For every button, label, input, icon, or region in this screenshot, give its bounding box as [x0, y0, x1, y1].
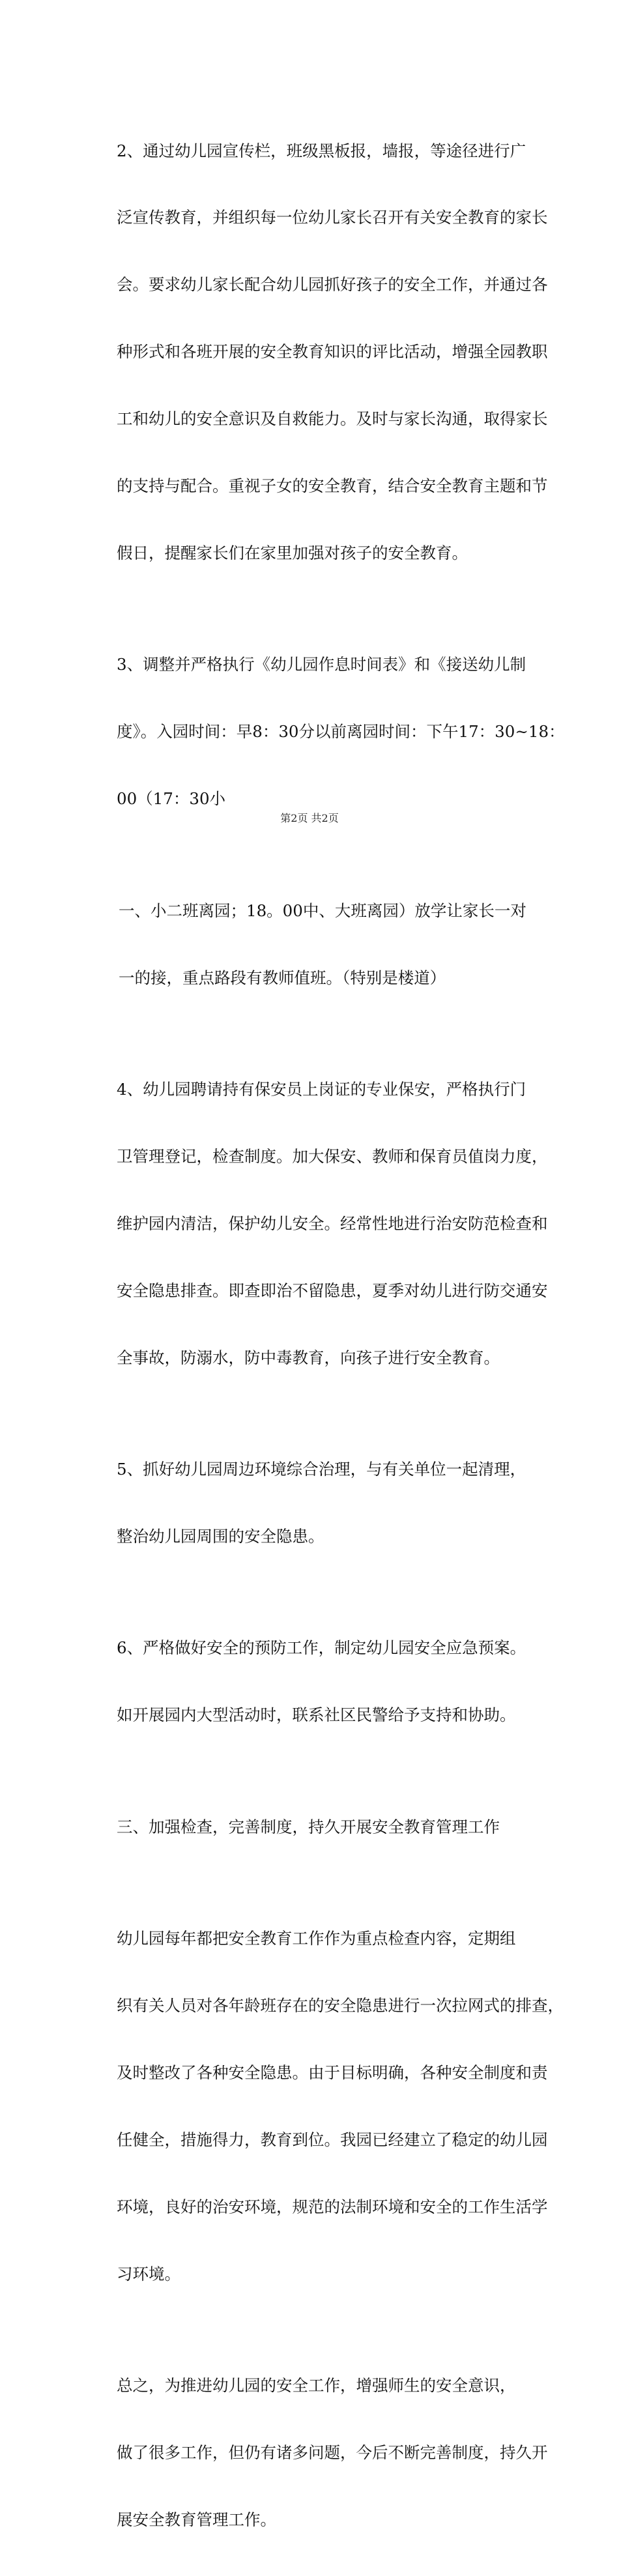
- text-line: 会。要求幼儿家长配合幼儿园抓好孩子的安全工作，并通过各: [117, 275, 548, 295]
- text-line: 安全隐患排查。即查即治不留隐患，夏季对幼儿进行防交通安: [117, 1281, 548, 1300]
- text-line: 假日，提醒家长们在家里加强对孩子的安全教育。: [117, 543, 468, 562]
- text-line: 做了很多工作，但仍有诸多问题，今后不断完善制度，持久开: [117, 2443, 548, 2463]
- text-line: 三、加强检查，完善制度，持久开展安全教育管理工作: [117, 1817, 500, 1836]
- paragraph-prevention: [86, 1593, 542, 1771]
- page-number-footer: 第2页 共2页: [280, 812, 339, 824]
- text-line: 如开展园内大型活动时，联系社区民警给予支持和协助。: [117, 1705, 516, 1725]
- paragraph-summary: [86, 2330, 548, 2576]
- text-line: 幼儿园每年都把安全教育工作作为重点检查内容，定期组: [117, 1929, 516, 1948]
- text-line: 全事故，防溺水，防中毒教育，向孩子进行安全教育。: [117, 1348, 500, 1367]
- text-line: 度》。入园时间：早8：30分以前离园时间：下午17：30~18：: [117, 722, 565, 742]
- document-body: [86, 95, 565, 2576]
- text-line: 整治幼儿园周围的安全隐患。: [117, 1527, 324, 1546]
- text-line: 泛宣传教育，并组织每一位幼儿家长召开有关安全教育的家长: [117, 208, 548, 227]
- text-line: 织有关人员对各年龄班存在的安全隐患进行一次拉网式的排查，: [117, 1996, 564, 2016]
- section-heading: [86, 1771, 542, 1883]
- text-line: 总之，为推进幼儿园的安全工作，增强师生的安全意识，: [117, 2376, 516, 2395]
- text-line: 种形式和各班开展的安全教育知识的评比活动，增强全园教职: [117, 342, 548, 362]
- text-line: 5、抓好幼儿园周边环境综合治理，与有关单位一起清理，: [117, 1460, 526, 1479]
- text-line: 任健全，措施得力，教育到位。我园已经建立了稳定的幼儿园: [117, 2130, 548, 2150]
- text-line: 3、调整并严格执行《幼儿园作息时间表》和《接送幼儿制: [117, 655, 526, 674]
- text-line: 维护园内清洁，保护幼儿安全。经常性地进行治安防范检查和: [117, 1213, 548, 1233]
- text-line: 00（17：30小: [117, 789, 226, 809]
- text-line: 环境，良好的治安环境，规范的法制环境和安全的工作生活学: [117, 2197, 548, 2216]
- paragraph-security-guard: [86, 1034, 548, 1413]
- text-line: 的支持与配合。重视子女的安全教育，结合安全教育主题和节: [117, 476, 548, 496]
- paragraph-inspection: [86, 1883, 564, 2330]
- text-line: 卫管理登记，检查制度。加大保安、教师和保育员值岗力度，: [117, 1146, 548, 1166]
- text-line: 习环境。: [117, 2264, 180, 2283]
- paragraph-publicity: [86, 95, 548, 609]
- text-line: 2、通过幼儿园宣传栏，班级黑板报，墙报，等途径进行广: [117, 141, 526, 160]
- text-line: 一、小二班离园；18。00中、大班离园）放学让家长一对: [119, 901, 526, 920]
- text-line: 及时整改了各种安全隐患。由于目标明确，各种安全制度和责: [117, 2063, 548, 2083]
- text-line: 6、严格做好安全的预防工作，制定幼儿园安全应急预案。: [117, 1638, 526, 1658]
- paragraph-environment: [86, 1414, 542, 1593]
- text-line: 一的接，重点路段有教师值班。（特别是楼道）: [119, 968, 446, 987]
- text-line: 工和幼儿的安全意识及自救能力。及时与家长沟通，取得家长: [117, 409, 548, 429]
- paragraph-pickup: [86, 855, 542, 1034]
- text-line: 展安全教育管理工作。: [117, 2510, 276, 2530]
- text-line: 4、幼儿园聘请持有保安员上岗证的专业保安，严格执行门: [117, 1080, 526, 1099]
